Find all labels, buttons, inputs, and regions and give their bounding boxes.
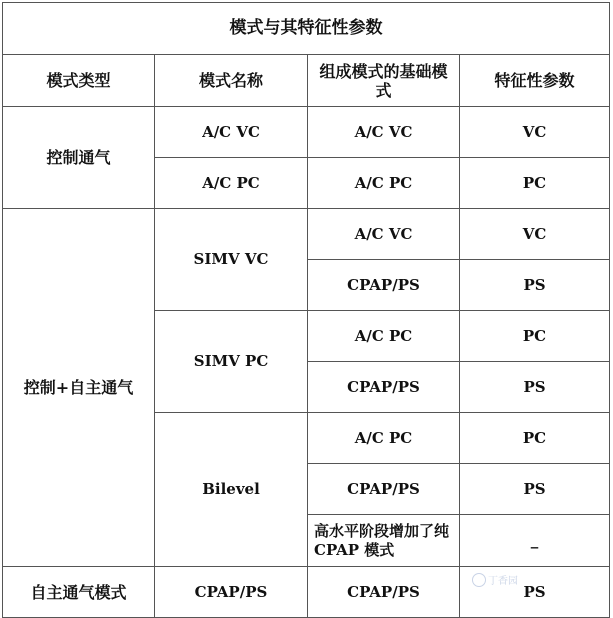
watermark-text: 丁香园 xyxy=(488,576,518,587)
base-mode-cell: CPAP/PS xyxy=(308,464,460,515)
param-cell: _ xyxy=(460,515,610,567)
mode-type-control: 控制通气 xyxy=(3,107,155,209)
param-cell: PS xyxy=(460,567,610,618)
mode-type-spontaneous: 自主通气模式 xyxy=(3,567,155,618)
base-mode-cell: A/C PC xyxy=(308,311,460,362)
param-cell: PC xyxy=(460,413,610,464)
param-cell: PS xyxy=(460,260,610,311)
param-cell: PC xyxy=(460,158,610,209)
header-mode-type: 模式类型 xyxy=(3,55,155,107)
table-row xyxy=(3,567,610,618)
mode-name-simv-pc: SIMV PC xyxy=(155,311,308,413)
base-mode-cell: A/C VC xyxy=(308,209,460,260)
base-mode-cell: A/C PC xyxy=(308,413,460,464)
base-mode-cell: CPAP/PS xyxy=(308,260,460,311)
param-cell: VC xyxy=(460,107,610,158)
header-mode-name: 模式名称 xyxy=(155,55,308,107)
mode-name-simv-vc: SIMV VC xyxy=(155,209,308,311)
table-row xyxy=(3,107,610,158)
base-mode-cell: CPAP/PS xyxy=(308,567,460,618)
base-mode-cell: A/C PC xyxy=(308,158,460,209)
table-row xyxy=(3,209,610,260)
header-characteristic-param: 特征性参数 xyxy=(460,55,610,107)
base-mode-cell: A/C VC xyxy=(308,107,460,158)
param-cell: PC xyxy=(460,311,610,362)
table-title: 模式与其特征性参数 xyxy=(3,3,610,55)
watermark xyxy=(472,572,518,587)
mode-parameter-table xyxy=(2,2,610,618)
mode-name-cell: A/C VC xyxy=(155,107,308,158)
param-cell: PS xyxy=(460,464,610,515)
base-mode-cell: CPAP/PS xyxy=(308,362,460,413)
header-base-mode: 组成模式的基础模式 xyxy=(308,55,460,107)
mode-name-cell: A/C PC xyxy=(155,158,308,209)
param-cell: VC xyxy=(460,209,610,260)
param-cell: PS xyxy=(460,362,610,413)
base-mode-note-cell: 高水平阶段增加了纯 CPAP 模式 xyxy=(308,515,460,567)
watermark-logo-icon xyxy=(472,573,486,587)
mode-type-mixed: 控制+自主通气 xyxy=(3,209,155,567)
mode-name-bilevel: Bilevel xyxy=(155,413,308,567)
mode-name-cell: CPAP/PS xyxy=(155,567,308,618)
